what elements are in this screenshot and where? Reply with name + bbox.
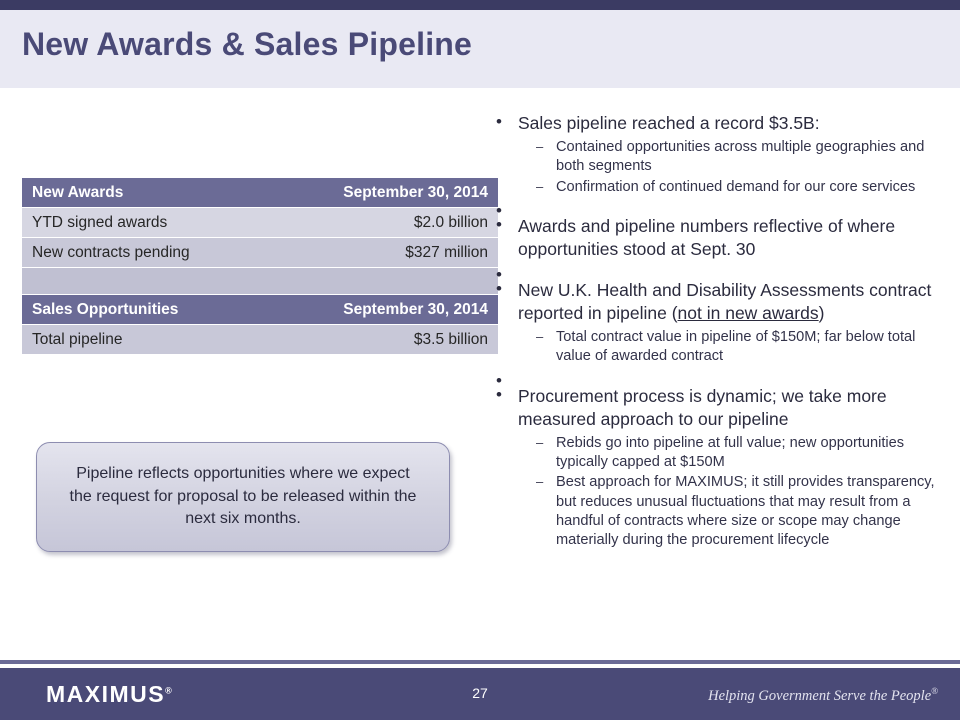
page-title: New Awards & Sales Pipeline: [22, 26, 473, 62]
title-band-underline: [0, 88, 960, 91]
row-label-total-pipeline: Total pipeline: [22, 325, 292, 355]
sub-bullet-item: – Best approach for MAXIMUS; it still provides transparency, but reduces unusual fluctuations that may result from a handful of contracts where size or scope may change materially during the procurement lifecycle: [534, 473, 948, 550]
spacer-cell-left: [22, 268, 292, 295]
sub-bullet-item: – Confirmation of continued demand for our core services: [534, 178, 948, 197]
logo-trademark-icon: ®: [165, 685, 172, 696]
bullet-item-uk-contract: [492, 279, 948, 367]
table-row: [22, 238, 498, 268]
footer-tagline: [708, 686, 938, 705]
header-label-new-awards: New Awards: [22, 178, 292, 208]
header-date-sales-opportunities: September 30, 2014: [292, 295, 498, 325]
bullet-list-region: [492, 112, 948, 554]
bullet-item-pipeline-record: [492, 112, 948, 197]
pipeline-callout-text: Pipeline reflects opportunities where we expect the request for proposal to be released within the next six months.: [69, 464, 417, 528]
pipeline-callout-box: [36, 442, 450, 552]
sub-bullet-item: – Rebids go into pipeline at full value; new opportunities typically capped at $150M: [534, 434, 948, 473]
bullet-text: Awards and pipeline numbers reflective of where opportunities stood at Sept. 30: [518, 215, 896, 259]
header-date-new-awards: September 30, 2014: [292, 178, 498, 208]
bullet-item-procurement-process: [492, 385, 948, 551]
table-row: [22, 325, 498, 355]
bullet-spacer: [492, 265, 948, 279]
table-row: [22, 208, 498, 238]
top-accent-bar: [0, 0, 960, 10]
row-value-ytd-signed-awards: $2.0 billion: [292, 208, 498, 238]
footer-bar: [0, 668, 960, 720]
logo-text: MAXIMUS: [46, 681, 166, 707]
bullet-text-pre: New U.K. Health and Disability Assessments contract reported in pipeline (: [518, 280, 932, 324]
table-header-new-awards: [22, 178, 498, 208]
table-header-sales-opportunities: [22, 295, 498, 325]
sub-bullet-item: – Total contract value in pipeline of $150M; far below total value of awarded contract: [534, 328, 948, 367]
bullet-spacer: [492, 201, 948, 215]
bullet-item-awards-reflective: [492, 215, 948, 261]
row-value-new-contracts-pending: $327 million: [292, 238, 498, 268]
row-value-total-pipeline: $3.5 billion: [292, 325, 498, 355]
bullet-text-underlined: not in new awards: [677, 303, 819, 324]
bullet-text: Sales pipeline reached a record $3.5B:: [518, 113, 820, 133]
header-label-sales-opportunities: Sales Opportunities: [22, 295, 292, 325]
bullet-spacer: [492, 371, 948, 385]
tagline-registered-icon: ®: [931, 686, 938, 696]
footer-rule: [0, 660, 960, 664]
row-label-new-contracts-pending: New contracts pending: [22, 238, 292, 268]
sub-bullet-item: – Contained opportunities across multiple geographies and both segments: [534, 138, 948, 177]
bullet-text-post: ): [818, 303, 825, 324]
table-spacer-row: [22, 268, 498, 295]
awards-table: [22, 178, 488, 355]
bullet-text: Procurement process is dynamic; we take more measured approach to our pipeline: [518, 385, 887, 429]
spacer-cell-right: [292, 268, 498, 295]
page-number: 27: [472, 685, 488, 701]
tagline-text: Helping Government Serve the People: [708, 687, 932, 704]
row-label-ytd-signed-awards: YTD signed awards: [22, 208, 292, 238]
